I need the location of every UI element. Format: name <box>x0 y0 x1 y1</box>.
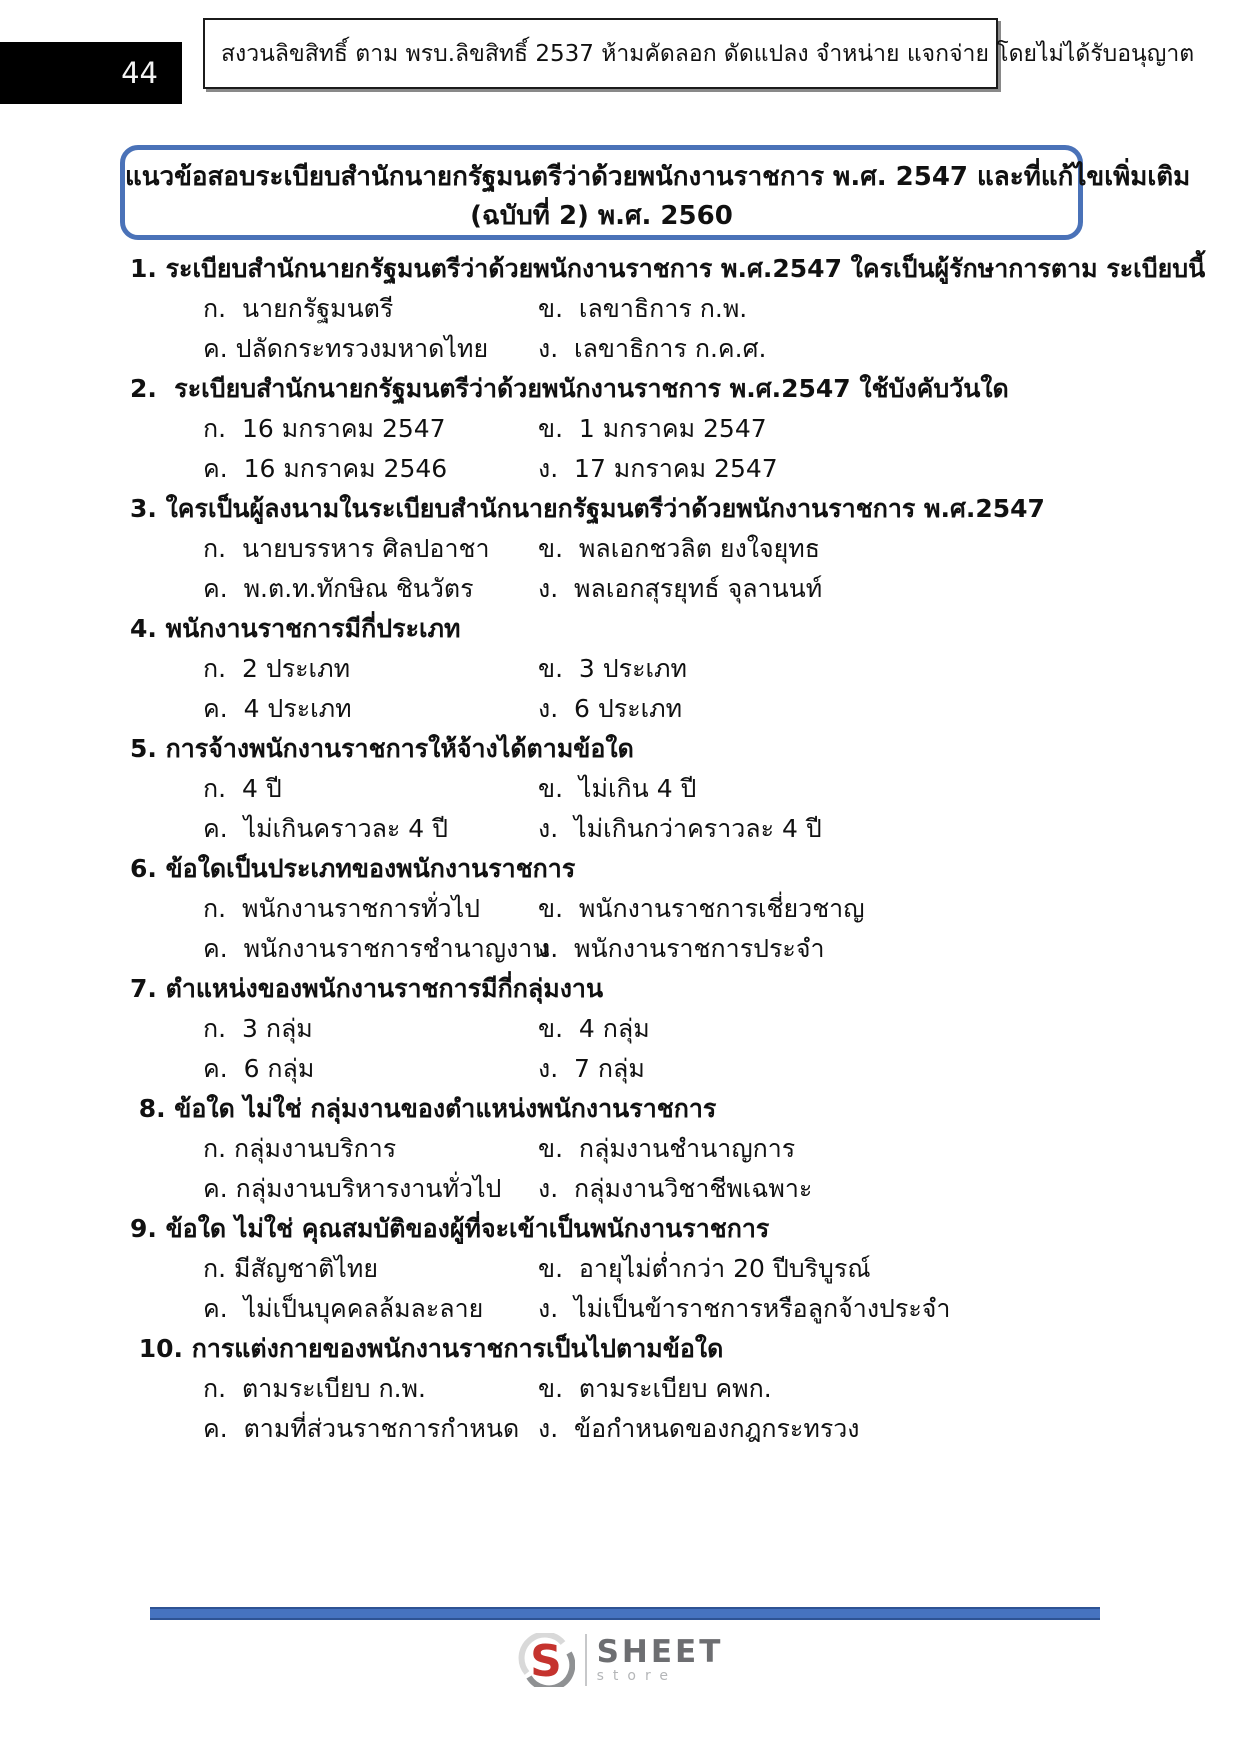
question-block-8 <box>130 1089 1120 1209</box>
exam-title-line-1: แนวข้อสอบระเบียบสำนักนายกรัฐมนตรีว่าด้วยพนักงานราชการ พ.ศ. 2547 และที่แก้ไขเพิ่มเติม <box>125 162 1191 192</box>
choices <box>130 1129 1120 1209</box>
question-block-9 <box>130 1209 1120 1329</box>
choice-row <box>203 689 1120 729</box>
choice-row <box>203 569 1120 609</box>
choice-d: ง. ไม่เกินกว่าคราวละ 4 ปี <box>538 814 822 843</box>
question-text: 2. ระเบียบสำนักนายกรัฐมนตรีว่าด้วยพนักงานราชการ พ.ศ.2547 ใช้บังคับวันใด <box>130 374 1009 403</box>
choice-d: ง. ข้อกำหนดของกฎกระทรวง <box>538 1414 860 1443</box>
sheet-store-logo <box>0 1633 1240 1687</box>
choice-row <box>203 1049 1120 1089</box>
choice-c: ค. ไม่เป็นบุคคลล้มละลาย <box>203 1294 484 1323</box>
exam-title-box <box>120 145 1191 240</box>
choice-c: ค. พนักงานราชการชำนาญงาน <box>203 934 550 963</box>
choice-row <box>203 769 1120 809</box>
question-text: 7. ตำแหน่งของพนักงานราชการมีกี่กลุ่มงาน <box>130 974 604 1003</box>
question-block-5 <box>130 729 1120 849</box>
choice-c: ค. 16 มกราคม 2546 <box>203 454 448 483</box>
choice-row <box>203 449 1120 489</box>
choice-a: ก. 4 ปี <box>203 774 282 803</box>
choices <box>130 409 1120 489</box>
choice-d: ง. 7 กลุ่ม <box>538 1054 645 1083</box>
choice-b: ข. พลเอกชวลิต ยงใจยุทธ <box>538 534 821 563</box>
choice-row <box>203 889 1120 929</box>
page-number-box <box>0 42 182 104</box>
question-block-7 <box>130 969 1120 1089</box>
logo-s-icon <box>517 1633 575 1687</box>
question-text: 4. พนักงานราชการมีกี่ประเภท <box>130 614 461 643</box>
question-text: 3. ใครเป็นผู้ลงนามในระเบียบสำนักนายกรัฐมนตรีว่าด้วยพนักงานราชการ พ.ศ.2547 <box>130 494 1045 523</box>
choice-row <box>203 1289 1120 1329</box>
choice-row <box>203 1249 1120 1289</box>
question-block-6 <box>130 849 1120 969</box>
choice-b: ข. 4 กลุ่ม <box>538 1014 650 1043</box>
question-block-1 <box>130 249 1206 369</box>
footer-divider-bar <box>150 1607 1100 1620</box>
choice-c: ค. กลุ่มงานบริหารงานทั่วไป <box>203 1174 502 1203</box>
choice-d: ง. เลขาธิการ ก.ค.ศ. <box>538 334 767 363</box>
choice-a: ก. กลุ่มงานบริการ <box>203 1134 397 1163</box>
question-text: 6. ข้อใดเป็นประเภทของพนักงานราชการ <box>130 854 576 883</box>
choice-row <box>203 1009 1120 1049</box>
choice-row <box>203 1409 1120 1449</box>
logo-text <box>596 1633 724 1684</box>
logo-divider <box>585 1634 587 1686</box>
question-list <box>130 249 1206 1449</box>
choice-b: ข. 1 มกราคม 2547 <box>538 414 767 443</box>
choice-b: ข. ไม่เกิน 4 ปี <box>538 774 697 803</box>
question-block-3 <box>130 489 1120 609</box>
choice-row <box>203 289 1120 329</box>
choices <box>130 529 1120 609</box>
choice-d: ง. 6 ประเภท <box>538 694 683 723</box>
choices <box>130 1369 1120 1449</box>
copyright-notice-box <box>203 18 1195 89</box>
choice-a: ก. นายบรรหาร ศิลปอาชา <box>203 534 490 563</box>
question-block-2 <box>130 369 1120 489</box>
question-text: 8. ข้อใด ไม่ใช่ กลุ่มงานของตำแหน่งพนักงานราชการ <box>130 1094 717 1123</box>
choice-row <box>203 1169 1120 1209</box>
choice-d: ง. 17 มกราคม 2547 <box>538 454 778 483</box>
choice-c: ค. 6 กลุ่ม <box>203 1054 315 1083</box>
choices <box>130 649 1120 729</box>
choice-row <box>203 1129 1120 1169</box>
choice-row <box>203 929 1120 969</box>
choice-a: ก. 16 มกราคม 2547 <box>203 414 446 443</box>
choices <box>130 769 1120 849</box>
choice-d: ง. กลุ่มงานวิชาชีพเฉพาะ <box>538 1174 813 1203</box>
choice-c: ค. พ.ต.ท.ทักษิณ ชินวัตร <box>203 574 474 603</box>
choice-a: ก. พนักงานราชการทั่วไป <box>203 894 481 923</box>
choice-b: ข. พนักงานราชการเชี่ยวชาญ <box>538 894 865 923</box>
choice-row <box>203 1369 1120 1409</box>
choice-c: ค. ปลัดกระทรวงมหาดไทย <box>203 334 489 363</box>
choice-b: ข. เลขาธิการ ก.พ. <box>538 294 748 323</box>
choice-a: ก. มีสัญชาติไทย <box>203 1254 379 1283</box>
choice-c: ค. 4 ประเภท <box>203 694 352 723</box>
logo-title: SHEET <box>596 1633 724 1670</box>
choices <box>130 1009 1120 1089</box>
choice-a: ก. 2 ประเภท <box>203 654 351 683</box>
choice-a: ก. 3 กลุ่ม <box>203 1014 313 1043</box>
question-text: 1. ระเบียบสำนักนายกรัฐมนตรีว่าด้วยพนักงานราชการ พ.ศ.2547 ใครเป็นผู้รักษาการตาม ระเบียบนี้ <box>130 254 1206 283</box>
choice-row <box>203 329 1120 369</box>
choice-a: ก. ตามระเบียบ ก.พ. <box>203 1374 426 1403</box>
question-text: 9. ข้อใด ไม่ใช่ คุณสมบัติของผู้ที่จะเข้าเป็นพนักงานราชการ <box>130 1214 770 1243</box>
choice-c: ค. ตามที่ส่วนราชการกำหนด <box>203 1414 520 1443</box>
choice-d: ง. พลเอกสุรยุทธ์ จุลานนท์ <box>538 574 823 603</box>
choice-row <box>203 649 1120 689</box>
choices <box>130 1249 1120 1329</box>
choice-c: ค. ไม่เกินคราวละ 4 ปี <box>203 814 449 843</box>
choice-b: ข. กลุ่มงานชำนาญการ <box>538 1134 796 1163</box>
choice-b: ข. อายุไม่ต่ำกว่า 20 ปีบริบูรณ์ <box>538 1254 871 1283</box>
choice-b: ข. ตามระเบียบ คพก. <box>538 1374 772 1403</box>
choice-row <box>203 809 1120 849</box>
choice-d: ง. ไม่เป็นข้าราชการหรือลูกจ้างประจำ <box>538 1294 951 1323</box>
copyright-notice: สงวนลิขสิทธิ์ ตาม พรบ.ลิขสิทธิ์ 2537 ห้ามคัดลอก ดัดแปลง จำหน่าย แจกจ่าย โดยไม่ได้รับอนุญาต <box>221 40 1195 67</box>
choices <box>130 289 1120 369</box>
question-block-4 <box>130 609 1120 729</box>
choice-d: ง. พนักงานราชการประจำ <box>538 934 825 963</box>
question-text: 10. การแต่งกายของพนักงานราชการเป็นไปตามข้อใด <box>130 1334 724 1363</box>
question-text: 5. การจ้างพนักงานราชการให้จ้างได้ตามข้อใด <box>130 734 634 763</box>
question-block-10 <box>130 1329 1120 1449</box>
svg-text:S: S <box>529 1636 562 1687</box>
choice-row <box>203 529 1120 569</box>
choices <box>130 889 1120 969</box>
page-number: 44 <box>121 56 158 90</box>
choice-row <box>203 409 1120 449</box>
choice-a: ก. นายกรัฐมนตรี <box>203 294 394 323</box>
logo-subtitle: store <box>596 1667 678 1684</box>
exam-title-line-2: (ฉบับที่ 2) พ.ศ. 2560 <box>470 201 733 231</box>
choice-b: ข. 3 ประเภท <box>538 654 688 683</box>
